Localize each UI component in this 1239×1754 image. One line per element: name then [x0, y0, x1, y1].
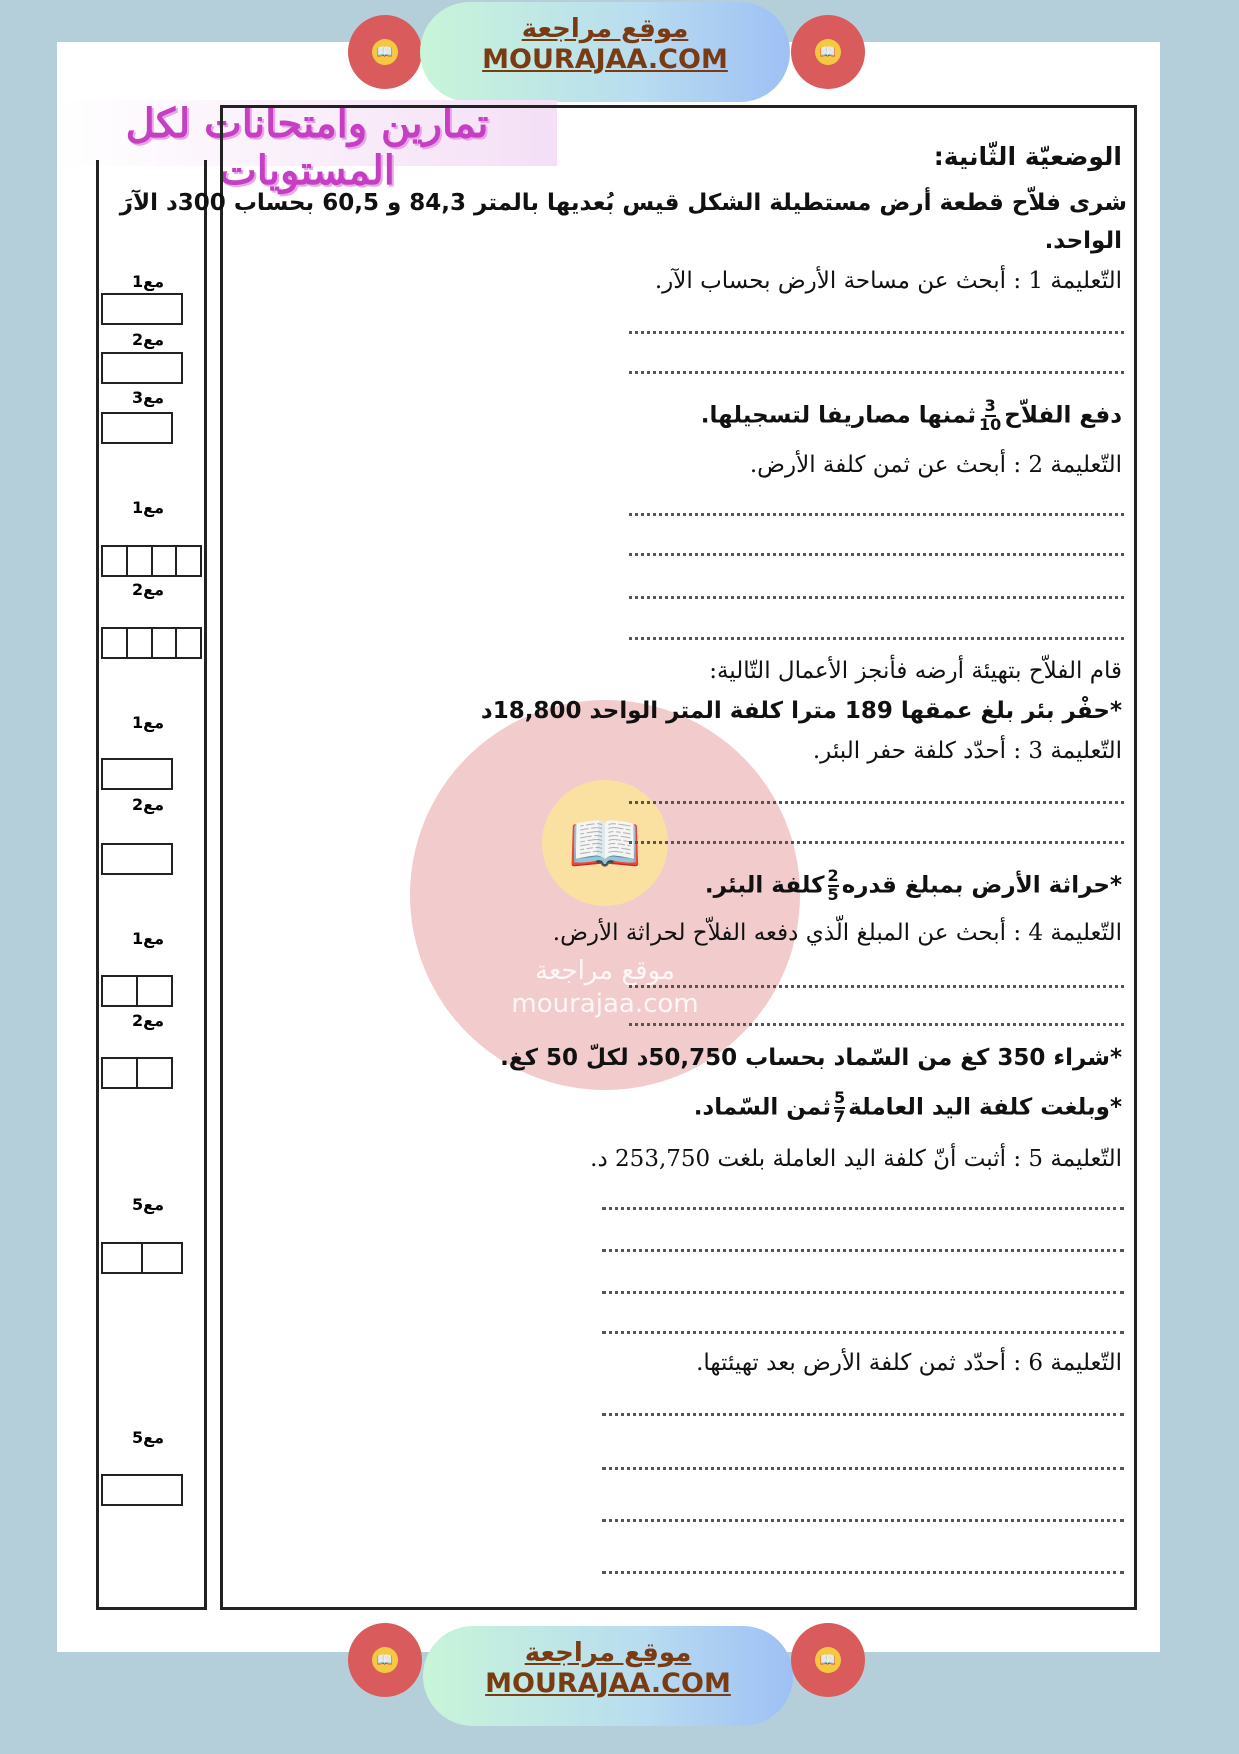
book-icon: 📖	[542, 780, 668, 906]
score-box[interactable]	[101, 975, 173, 1007]
book-icon: 📖	[815, 1647, 841, 1673]
site-title: تمارين وامتحانات لكل المستويات	[57, 100, 557, 166]
answer-line[interactable]	[629, 984, 1124, 988]
criterion-label: مع2	[132, 330, 164, 349]
site-banner-top[interactable]	[420, 2, 790, 102]
answer-line[interactable]	[629, 1022, 1124, 1026]
text: *حراثة الأرض بمبلغ قدره	[841, 872, 1122, 899]
criterion-label: مع1	[132, 929, 164, 948]
text: ثمنها مصاريفا لتسجيلها.	[700, 402, 977, 429]
instruction-2: التّعليمة 2 : أبحث عن ثمن كلفة الأرض.	[749, 452, 1122, 478]
score-box[interactable]	[101, 1057, 173, 1089]
watermark-english: mourajaa.com	[511, 989, 699, 1019]
instruction-1: التّعليمة 1 : أبحث عن مساحة الأرض بحساب الآر.	[654, 268, 1122, 294]
answer-line[interactable]	[629, 840, 1124, 844]
criterion-label: مع2	[132, 1011, 164, 1030]
banner-arabic: موقع مراجعة	[521, 14, 689, 44]
fraction	[979, 398, 1001, 434]
statement-works: قام الفلاّح بتهيئة أرضه فأنجز الأعمال التّالية:	[709, 658, 1122, 684]
statement-plowing	[705, 868, 1122, 904]
logo-badge	[791, 1623, 865, 1697]
answer-line[interactable]	[629, 370, 1124, 374]
fraction	[834, 1090, 845, 1126]
criterion-label: مع5	[132, 1195, 164, 1214]
numerator: 5	[833, 1088, 846, 1107]
answer-line[interactable]	[602, 1290, 1124, 1294]
answer-line[interactable]	[602, 1518, 1124, 1522]
score-box[interactable]	[101, 1242, 183, 1274]
denominator: 5	[827, 884, 839, 904]
banner-arabic: موقع مراجعة	[524, 1638, 692, 1668]
answer-line[interactable]	[602, 1330, 1124, 1334]
intro-line-2: الواحد.	[1044, 228, 1122, 254]
instruction-3: التّعليمة 3 : أحدّد كلفة حفر البئر.	[812, 738, 1122, 764]
statement-well: *حفْر بئر بلغ عمقها 189 مترا كلفة المتر الواحد 18,800د	[480, 698, 1122, 724]
logo-badge	[791, 15, 865, 89]
denominator: 10	[979, 414, 1002, 434]
statement-fees	[701, 398, 1122, 434]
instruction-5: التّعليمة 5 : أثبت أنّ كلفة اليد العاملة بلغت 253,750 د.	[590, 1146, 1122, 1172]
criterion-label: مع2	[132, 580, 164, 599]
criterion-label: مع1	[132, 713, 164, 732]
banner-english: MOURAJAA.COM	[482, 44, 728, 75]
answer-line[interactable]	[602, 1412, 1124, 1416]
score-box[interactable]	[101, 293, 183, 325]
statement-fertilizer: *شراء 350 كغ من السّماد بحساب 50,750د لكلّ 50 كغ.	[500, 1045, 1122, 1071]
answer-line[interactable]	[629, 800, 1124, 804]
statement-labor	[694, 1090, 1122, 1126]
text: دفع الفلاّح	[1004, 402, 1122, 429]
score-box[interactable]	[101, 352, 183, 384]
fraction	[828, 868, 839, 904]
answer-line[interactable]	[629, 330, 1124, 334]
score-box[interactable]	[101, 412, 173, 444]
text: ثمن السّماد.	[693, 1094, 831, 1121]
answer-line[interactable]	[602, 1466, 1124, 1470]
text: كلفة البئر.	[704, 872, 825, 899]
criterion-label: مع1	[132, 498, 164, 517]
answer-line[interactable]	[602, 1206, 1124, 1210]
score-box[interactable]	[101, 1474, 183, 1506]
answer-line[interactable]	[629, 512, 1124, 516]
instruction-4: التّعليمة 4 : أبحث عن المبلغ الّذي دفعه الفلاّح لحراثة الأرض.	[552, 920, 1122, 946]
criterion-label: مع2	[132, 795, 164, 814]
answer-line[interactable]	[602, 1248, 1124, 1252]
instruction-6: التّعليمة 6 : أحدّد ثمن كلفة الأرض بعد تهيئتها.	[696, 1350, 1122, 1376]
score-box[interactable]	[101, 627, 202, 659]
watermark-arabic: موقع مراجعة	[535, 956, 675, 986]
score-box[interactable]	[101, 843, 173, 875]
criterion-label: مع1	[132, 272, 164, 291]
score-box[interactable]	[101, 545, 202, 577]
exercise-title: الوضعيّة الثّانية:	[933, 142, 1122, 171]
numerator: 2	[827, 866, 839, 885]
logo-badge	[348, 15, 422, 89]
criterion-label: مع5	[132, 1428, 164, 1447]
book-icon: 📖	[815, 39, 841, 65]
book-icon: 📖	[372, 39, 398, 65]
answer-line[interactable]	[629, 636, 1124, 640]
score-box[interactable]	[101, 758, 173, 790]
answer-line[interactable]	[629, 552, 1124, 556]
book-icon: 📖	[372, 1647, 398, 1673]
text: *وبلغت كلفة اليد العاملة	[848, 1094, 1122, 1121]
answer-line[interactable]	[629, 595, 1124, 599]
denominator: 7	[833, 1106, 846, 1126]
answer-line[interactable]	[602, 1570, 1124, 1574]
intro-line-1: شرى فلاّح قطعة أرض مستطيلة الشكل قيس بُعديها بالمتر 84,3 و 60,5 بحساب 300د الآرَ	[119, 190, 1127, 216]
logo-badge	[348, 1623, 422, 1697]
site-banner-bottom[interactable]	[423, 1626, 793, 1726]
criterion-label: مع3	[132, 388, 164, 407]
numerator: 3	[984, 396, 996, 415]
banner-english: MOURAJAA.COM	[485, 1668, 731, 1699]
